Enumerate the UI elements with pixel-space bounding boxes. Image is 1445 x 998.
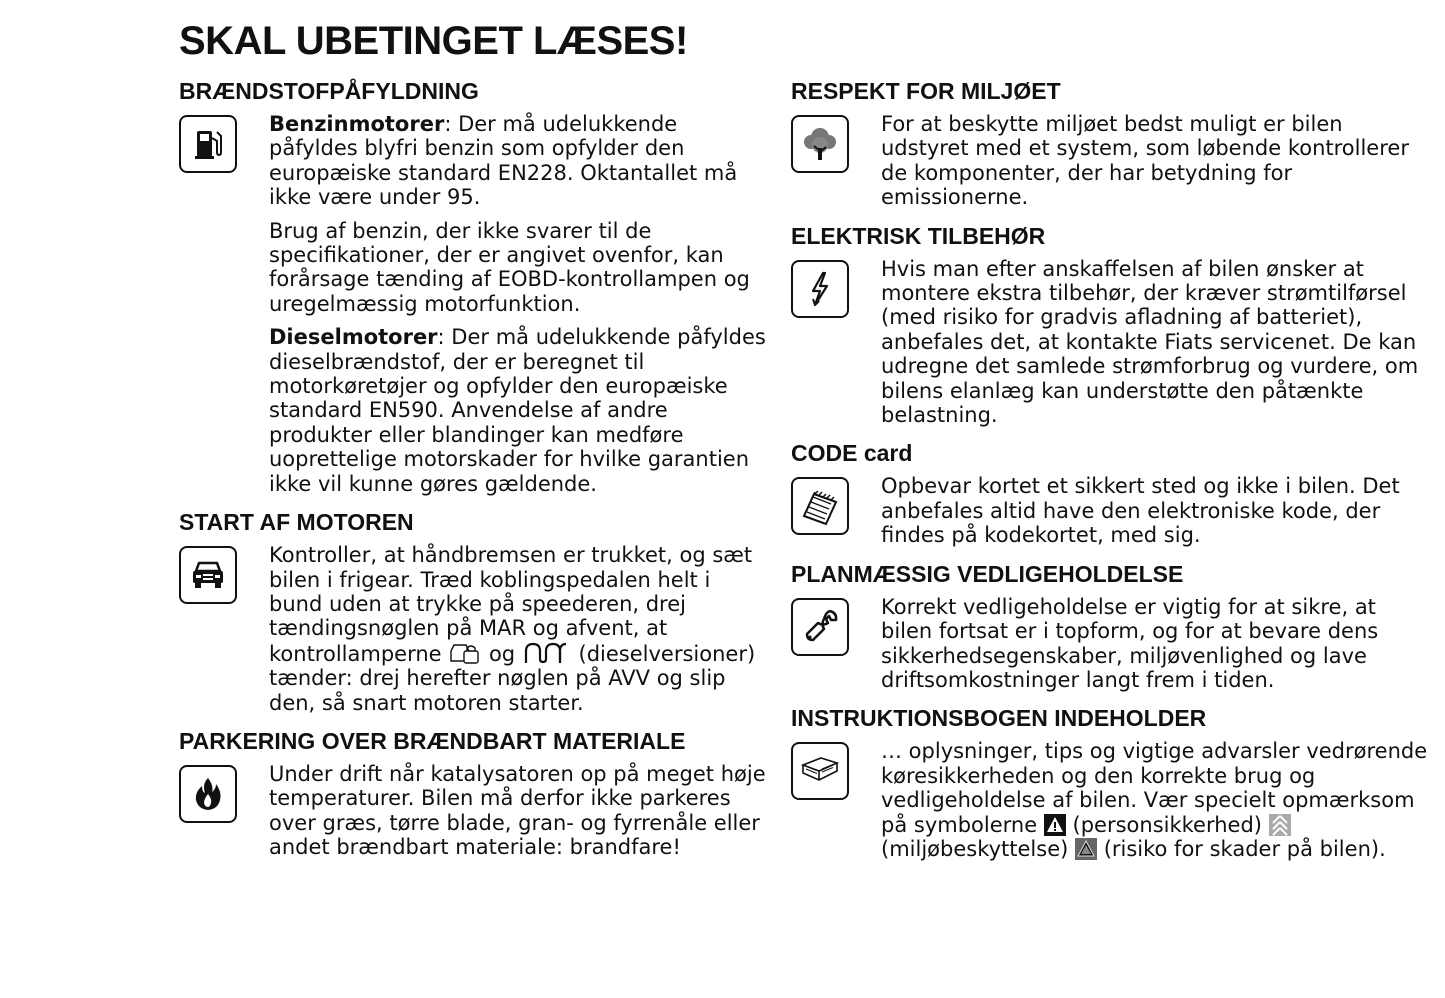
gasoline-text: : Der må udelukkende påfyldes blyfri benzin som opfylder den europæiske standard EN228. Oktantallet må ikke være under 95. xyxy=(269,112,738,210)
start-text-og: og xyxy=(488,641,516,666)
tree-icon xyxy=(791,115,849,173)
env-heading: RESPEKT FOR MILJØET xyxy=(791,78,1061,104)
electric-heading: ELEKTRISK TILBEHØR xyxy=(791,222,1046,249)
parking-section xyxy=(179,762,769,869)
code-card-icon xyxy=(791,477,849,535)
maintenance-heading: PLANMÆSSIG VEDLIGEHOLDELSE xyxy=(791,560,1184,587)
start-body xyxy=(269,543,769,724)
manual-paragraph xyxy=(881,739,1431,861)
environment-protection-icon xyxy=(1269,814,1291,836)
electric-body xyxy=(881,257,1431,437)
code-section xyxy=(791,474,1431,556)
manual-text-3: (miljøbeskyttelse) xyxy=(881,836,1069,861)
fuel-gasoline-paragraph xyxy=(269,112,769,210)
manual-body xyxy=(881,739,1431,870)
wrench-icon xyxy=(791,598,849,656)
parking-paragraph: Under drift når katalysatoren op på meget høje temperaturer. Bilen må derfor ikke parkeres over græs, tørre blade, gran- og fyrrenåle eller andet brændbart materiale: brandfare! xyxy=(269,761,766,860)
manual-section xyxy=(791,739,1431,870)
fuel-warning-paragraph: Brug af benzin, der ikke svarer til de specifikationer, der er angivet ovenfor, kan forårsage tænding af EOBD-kontrollampen og uregelmæssig motorfunktion. xyxy=(269,218,750,316)
maintenance-body xyxy=(881,595,1431,702)
fire-icon xyxy=(179,765,237,823)
electric-paragraph: Hvis man efter anskaffelsen af bilen ønsker at montere ekstra tilbehør, der kræver strømtilførsel (med risiko for gradvis afladning af batteriet), anbefales det, at kontakte Fiats servicenet. De kan udregne det samlede strømforbrug og vurdere, om bilens elanlæg kan understøtte den påtænkte belastning. xyxy=(881,256,1419,428)
fuel-pump-icon xyxy=(179,115,237,173)
gasoline-label: Benzinmotorer xyxy=(269,112,445,136)
manual-heading: INSTRUKTIONSBOGEN INDEHOLDER xyxy=(791,705,1207,732)
vehicle-damage-warning-icon xyxy=(1075,838,1097,860)
start-text-1: Kontroller, at håndbremsen er trukket, og sæt bilen i frigear. Træd koblingspedalen helt i bund uden at trykke på speederen, drej tændingsnøglen på MAR og afvent, at kontrollamperne xyxy=(269,543,753,666)
start-text-2: (dieselversioner) tænder: drej herefter nøglen på AVV og slip den, så snart motoren starter. xyxy=(269,641,756,715)
manual-text-1: … oplysninger, tips og vigtige advarsler vedrørende køresikkerheden og den korrekte brug og vedligeholdelse af bilen. Vær specielt opmærksom på symbolerne xyxy=(881,739,1428,837)
glow-plug-icon xyxy=(522,641,572,665)
lightning-icon xyxy=(791,260,849,318)
maintenance-section xyxy=(791,595,1431,702)
code-paragraph: Opbevar kortet et sikkert sted og ikke i bilen. Det anbefales altid have den elektroniske kode, der findes på kodekortet, med sig. xyxy=(881,474,1400,548)
left-column xyxy=(179,76,769,869)
code-heading: CODE card xyxy=(791,440,913,467)
env-body xyxy=(881,112,1431,219)
manual-text-4: (risiko for skader på bilen). xyxy=(1103,836,1386,861)
fuel-body xyxy=(269,112,769,505)
electric-section xyxy=(791,257,1431,437)
immobilizer-warning-icon xyxy=(448,641,482,665)
car-icon xyxy=(179,546,237,604)
diesel-text: : Der må udelukkende påfyldes dieselbrændstof, der er beregnet til motorkøretøjer og opfylder den europæiske standard EN590. Anvendelse af andre produkter eller blandinger kan medføre uoprettelige motorskader for hvilke garantien ikke vil kunne gøres gældende. xyxy=(269,325,766,496)
parking-body xyxy=(269,762,769,869)
start-paragraph xyxy=(269,543,769,715)
right-column xyxy=(791,76,1431,870)
diesel-label: Dieselmotorer xyxy=(269,325,438,350)
open-book-icon xyxy=(791,742,849,800)
env-paragraph: For at beskytte miljøet bedst muligt er bilen udstyret med et system, som løbende kontrollerer de komponenter, der har betydning for emissionerne. xyxy=(881,112,1409,210)
manual-text-2: (personsikkerhed) xyxy=(1072,812,1262,837)
parking-heading: PARKERING OVER BRÆNDBART MATERIALE xyxy=(179,727,686,754)
start-section xyxy=(179,543,769,724)
fuel-heading: BRÆNDSTOFPÅFYLDNING xyxy=(179,78,479,104)
personal-safety-warning-icon xyxy=(1044,814,1066,836)
code-body xyxy=(881,474,1431,556)
fuel-diesel-paragraph xyxy=(269,325,769,496)
page-title: SKAL UBETINGET LÆSES! xyxy=(179,19,688,63)
start-heading: START AF MOTOREN xyxy=(179,509,414,536)
env-section xyxy=(791,112,1431,219)
fuel-section xyxy=(179,112,769,505)
maintenance-paragraph: Korrekt vedligeholdelse er vigtig for at sikre, at bilen fortsat er i topform, og for at bevare dens sikkerhedsegenskaber, miljøvenlighed og lave driftsomkostninger langt frem i tiden. xyxy=(881,594,1379,692)
